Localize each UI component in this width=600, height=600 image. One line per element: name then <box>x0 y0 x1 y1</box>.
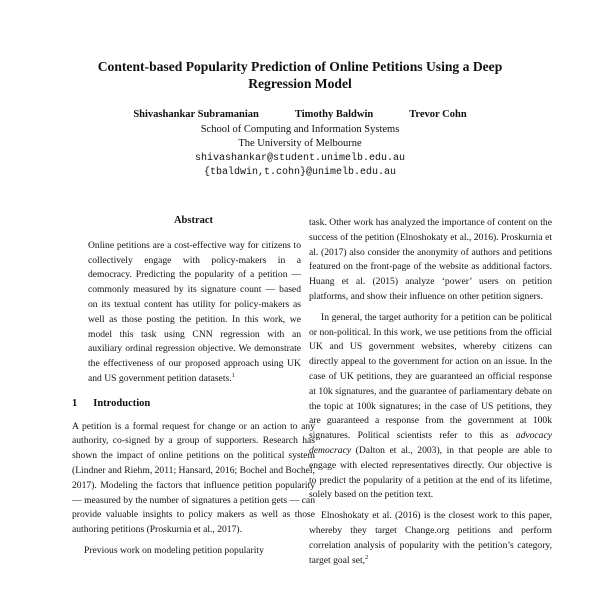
section-number: 1 <box>72 397 78 409</box>
intro-paragraph-2: Previous work on modeling petition popularity <box>84 544 264 556</box>
section-heading-introduction <box>72 397 315 412</box>
abstract-body: Online petitions are a cost-effective way for citizens to collectively engage with policy-makers in a democracy. Predicting the popularity of a petition — commonly measured by its signature count — based on its textual content has utility for policy-makers as well as those posting the petition. In this work, we model this task using CNN regression with an auxiliary ordinal regression objective. We demonstrate the effectiveness of our proposed approach using UK and US government petition datasets. <box>88 239 301 384</box>
affiliation-line-1: School of Computing and Information Systems <box>200 123 400 135</box>
p2-text-before: In general, the target authority for a petition can be political or non-political. In this work, we use petitions from the official UK and US government websites, whereby citizens can directly appeal to the government for action on an issue. In the case of UK petitions, they are guaranteed an official response at 10k signatures, and the guarantee of parliamentary debate on the topic at 100k signatures; in the case of US petitions, they are guaranteed a response from the government at 100k signatures. Political scientists refer to this as <box>309 311 552 442</box>
abstract-heading: Abstract <box>173 215 214 226</box>
paper-title <box>60 58 540 92</box>
right-paragraph-2 <box>309 311 552 503</box>
author-3: Trevor Cohn <box>409 109 467 120</box>
author-1: Shivashankar Subramanian <box>133 109 259 120</box>
p2-italic-term: advocacy democracy <box>309 430 552 456</box>
affiliation-line-2: The University of Melbourne <box>238 138 362 149</box>
email-line-2: {tbaldwin,t.cohn}@unimelb.edu.au <box>203 167 397 178</box>
right-column <box>309 216 552 574</box>
footnote-mark-2: 2 <box>365 553 369 561</box>
title-line-1: Content-based Popularity Prediction of Online Petitions Using a Deep <box>97 59 503 74</box>
email-line-1: shivashankar@student.unimelb.edu.au <box>194 152 406 164</box>
intro-paragraph-1: A petition is a formal request for change or an action to any authority, co-signed by a group of supporters. Research has shown the impact of online petitions on the political system (Lindner and Riehm, 2011; Hansard, 2016; Bochel and Bochel, 2017). Modeling the factors that influence petition popularity — measured by the number of signatures a petition gets — can provide valuable insights to policy makers as well as those authoring petitions (Proskurnia et al., 2017). <box>72 420 315 536</box>
footnote-mark-1: 1 <box>231 371 235 379</box>
author-2: Timothy Baldwin <box>294 109 374 120</box>
right-paragraph-3 <box>309 509 552 568</box>
title-line-2: Regression Model <box>248 76 352 91</box>
p3-text: Elnoshokaty et al. (2016) is the closest work to this paper, whereby they target Change.org petitions and perform correlation analysis of popularity with the petition’s category, target goal set, <box>309 510 552 566</box>
p2-text-after: (Dalton et al., 2003), in that people are able to engage with elected representatives directly. Our objective is to predict the popularity of a petition at the end of its lifetime, solely based on the petition text. <box>309 444 552 501</box>
author-names <box>60 108 540 123</box>
left-column <box>72 214 315 565</box>
right-paragraph-1: task. Other work has analyzed the importance of content on the success of the petition (Elnoshokaty et al., 2016). Proskurnia et al. (2017) also consider the anonymity of authors and petitions featured on the front-page of the website as additional factors. Huang et al. (2015) analyze ‘power’ users on petition platforms, and show their influence on other petition signers. <box>309 217 552 302</box>
section-title: Introduction <box>93 397 151 409</box>
author-block <box>60 108 540 181</box>
abstract-text <box>88 239 301 387</box>
